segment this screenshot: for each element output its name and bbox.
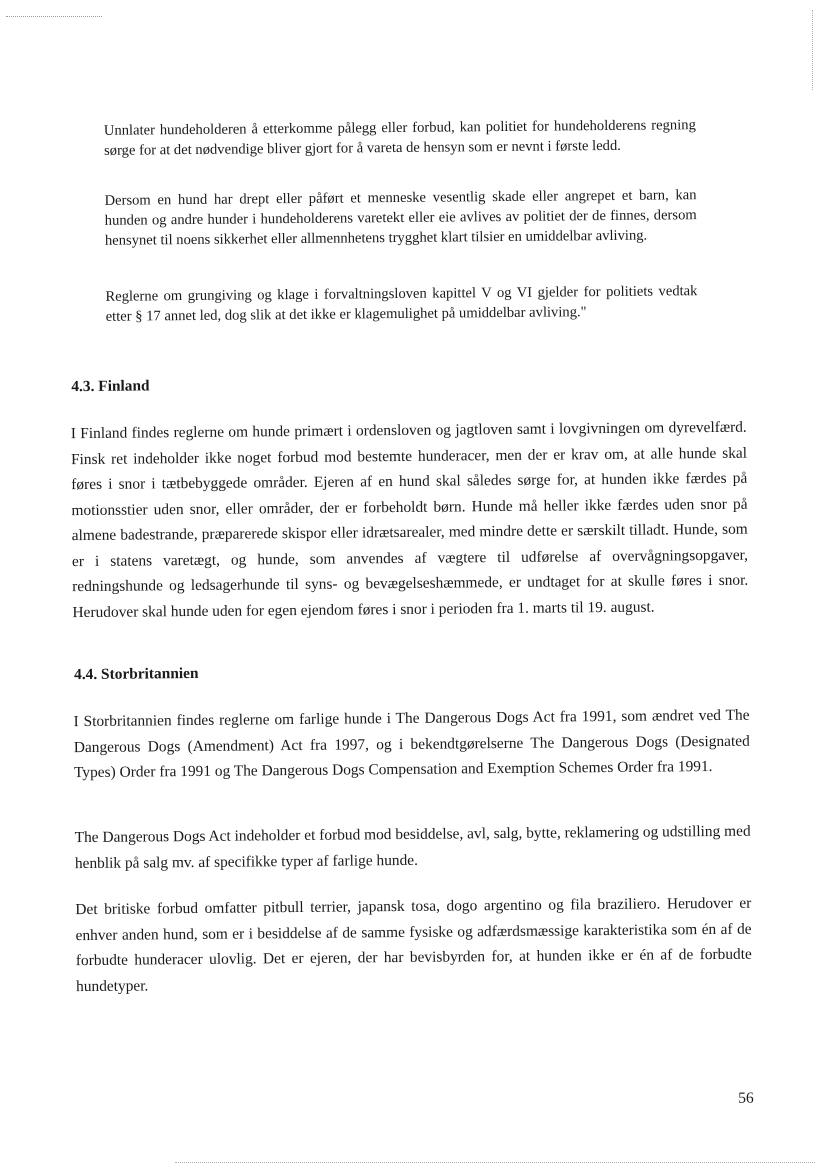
- quote-paragraph-2: Dersom en hund har drept eller påført et menneske vesentlig skade eller angrepet et barn, kan hunden og andre hunder i hundeholderens varetekt eller eie avlives av politiet der de finnes, dersom hensynet til noens sikkerhet eller allmennhetens trygghet klart tilsier en umiddelbar avliving.: [104, 187, 697, 249]
- storbritannien-paragraph-2: The Dangerous Dogs Act indeholder et forbud mod besiddelse, avl, salg, bytte, reklamering og udstilling med henblik på salg mv. af specifikke typer af farlige hunde.: [74, 822, 751, 872]
- storbritannien-paragraph-1: I Storbritannien findes reglerne om farlige hunde i The Dangerous Dogs Act fra 1991, som ændret ved The Dangerous Dogs (Amendment) Act fra 1997, og i bekendtgørelserne The Dangerous Dogs (Designated Types) Order fra 1991 og The Dangerous Dogs Compensation and Exemption Schemes Order fra 1991.: [73, 706, 750, 782]
- quote-paragraph-1: Unnlater hundeholderen å etterkomme pålegg eller forbud, kan politiet for hundeholderens regning sørge for at det nødvendige bliver gjort for å vareta de hensyn som er nevnt i første ledd.: [103, 117, 696, 159]
- section-heading-finland: 4.3. Finland: [71, 377, 150, 396]
- section-heading-storbritannien: 4.4. Storbritannien: [74, 664, 199, 684]
- finland-paragraph: I Finland findes reglerne om hunde primært i ordensloven og jagtloven samt i lovgivningen om dyrevelfærd. Finsk ret indeholder ikke noget forbud mod bestemte hunderacer, men der er krav om, at alle hunde skal føres i snor i tætbebyggede områder. Ejeren af en hund skal således sørge for, at hunden ikke færdes på motionsstier uden snor, eller områder, der er forbeholdt børn. Hunde må heller ikke færdes uden snor på almene badestrande, præparerede skispor eller idrætsarealer, med mindre dette er særskilt tilladt. Hunde, som er i statens varetægt, og hunde, som anvendes af vægtere til udførelse af overvågningsopgaver, redningshunde og ledsagerhunde til syns- og bevægelseshæmmede, er undtaget for at skulle føres i snor. Herudover skal hunde uden for egen ejendom føres i snor i perioden fra 1. marts til 19. august.: [70, 418, 749, 621]
- page-number: 56: [738, 1089, 754, 1107]
- storbritannien-paragraph-3: Det britiske forbud omfatter pitbull terrier, japansk tosa, dogo argentino og fila braziliero. Herudover er enhver anden hund, som er i besiddelse af de samme fysiske og adfærdsmæssige karakteristika som én af de forbudte hunderacer ulovlig. Det er ejeren, der har bevisbyrden for, at hunden ikke er én af de forbudte hundetyper.: [75, 894, 752, 995]
- quote-paragraph-3: Reglerne om grungiving og klage i forvaltningsloven kapittel V og VI gjelder for politiets vedtak etter § 17 annet led, dog slik at det ikke er klagemulighet på umiddelbar avliving.": [105, 283, 698, 325]
